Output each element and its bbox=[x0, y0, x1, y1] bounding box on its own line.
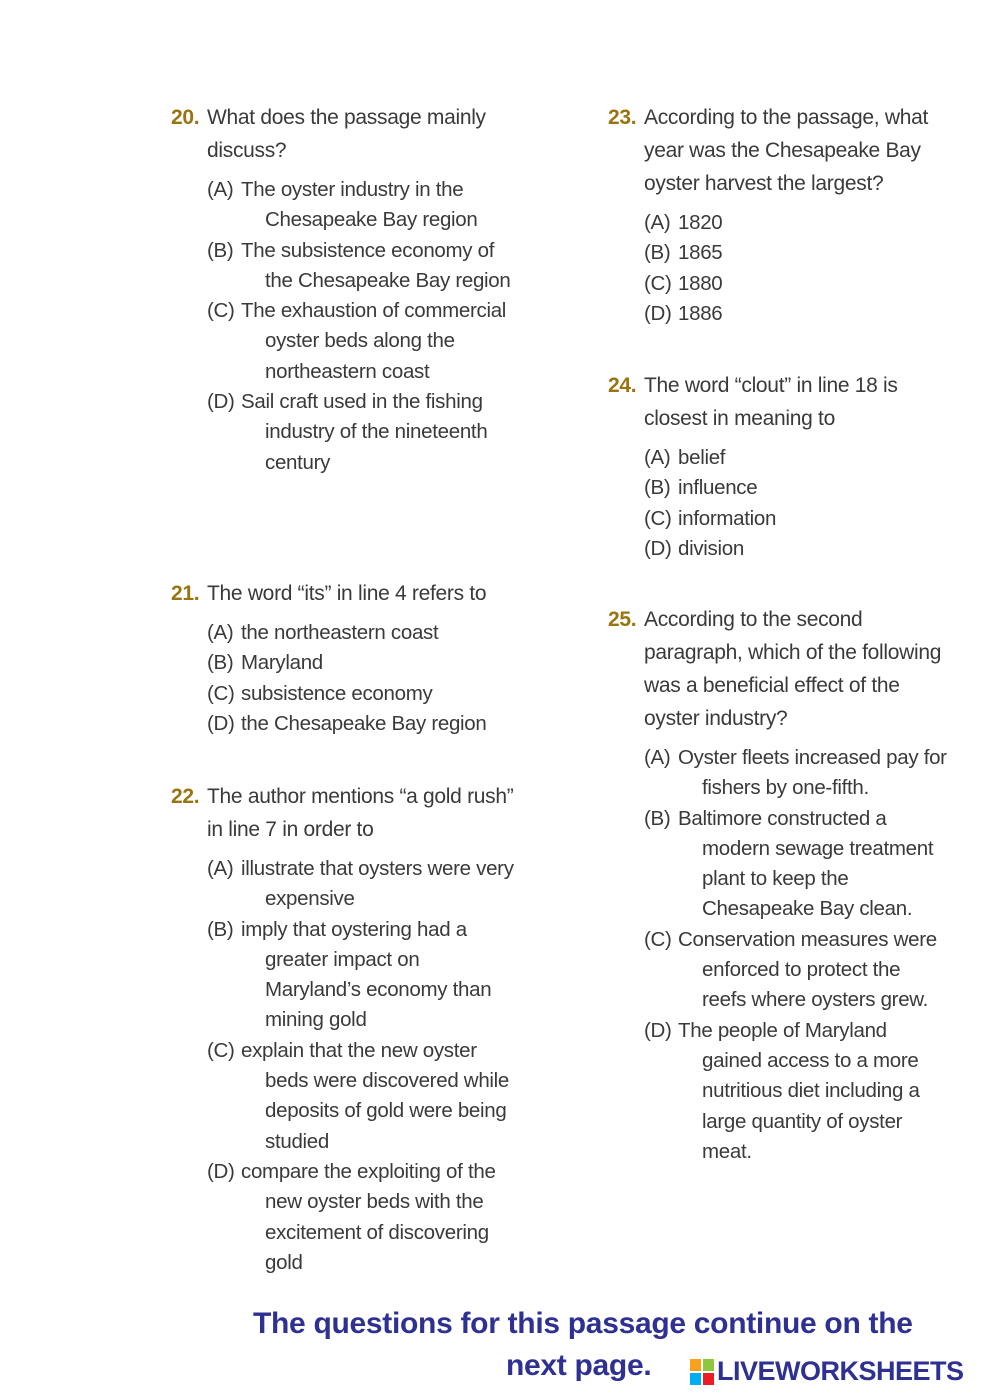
option-text: 1865 bbox=[678, 241, 723, 265]
option-text: imply that oystering had a greater impact on Maryland’s economy than mining gold bbox=[241, 917, 492, 1032]
answer-options bbox=[608, 208, 948, 329]
logo-square bbox=[703, 1359, 714, 1371]
answer-option-c[interactable] bbox=[207, 296, 516, 387]
question-20 bbox=[171, 101, 516, 478]
question-prompt bbox=[171, 577, 516, 610]
option-text: compare the exploiting of the new oyster beds with the excitement of discovering gold bbox=[241, 1159, 496, 1274]
answer-option-c[interactable] bbox=[207, 1036, 516, 1157]
answer-option-c[interactable] bbox=[644, 504, 948, 534]
answer-option-b[interactable] bbox=[644, 238, 948, 268]
question-number: 23. bbox=[608, 106, 637, 129]
question-prompt bbox=[608, 369, 948, 435]
logo-square bbox=[703, 1373, 714, 1385]
option-letter: (B) bbox=[644, 806, 671, 830]
answer-option-c[interactable] bbox=[644, 925, 948, 1016]
option-letter: (C) bbox=[207, 299, 235, 323]
question-number: 20. bbox=[171, 106, 200, 129]
option-letter: (C) bbox=[207, 681, 235, 705]
footer-next-page: next page. bbox=[506, 1349, 652, 1382]
logo-square bbox=[690, 1359, 701, 1371]
answer-option-c[interactable] bbox=[207, 679, 516, 709]
option-letter: (A) bbox=[644, 211, 671, 234]
question-prompt bbox=[608, 603, 948, 735]
option-text: The subsistence economy of the Chesapeake Bay region bbox=[241, 238, 511, 292]
question-text: According to the passage, what year was the Chesapeake Bay oyster harvest the largest? bbox=[644, 106, 929, 195]
question-prompt bbox=[171, 101, 516, 167]
answer-option-a[interactable] bbox=[207, 175, 516, 236]
answer-option-d[interactable] bbox=[207, 1157, 516, 1278]
option-letter: (D) bbox=[207, 390, 235, 414]
answer-option-b[interactable] bbox=[207, 915, 516, 1036]
option-letter: (C) bbox=[207, 1038, 235, 1062]
option-letter: (D) bbox=[644, 1018, 672, 1042]
option-letter: (D) bbox=[207, 711, 235, 735]
question-number: 25. bbox=[608, 608, 637, 631]
answer-option-d[interactable] bbox=[644, 299, 948, 329]
question-24 bbox=[608, 369, 948, 564]
answer-options bbox=[608, 443, 948, 564]
option-letter: (A) bbox=[207, 621, 234, 644]
option-letter: (B) bbox=[644, 241, 671, 265]
answer-option-a[interactable] bbox=[207, 854, 516, 915]
question-text: The author mentions “a gold rush” in line 7 in order to bbox=[207, 785, 514, 841]
option-letter: (B) bbox=[644, 476, 671, 500]
question-prompt bbox=[171, 780, 516, 846]
option-text: information bbox=[678, 506, 777, 530]
option-text: explain that the new oyster beds were discovered while deposits of gold were being studied bbox=[241, 1038, 510, 1153]
question-number: 24. bbox=[608, 374, 637, 397]
option-letter: (A) bbox=[207, 857, 234, 880]
option-text: 1880 bbox=[678, 271, 723, 295]
liveworksheets-logo-icon bbox=[690, 1359, 714, 1385]
question-text: According to the second paragraph, which of the following was a beneficial effect of the oyster industry? bbox=[644, 608, 942, 730]
answer-option-d[interactable] bbox=[644, 534, 948, 564]
option-letter: (C) bbox=[644, 271, 672, 295]
option-text: influence bbox=[678, 476, 758, 500]
question-23 bbox=[608, 101, 948, 329]
answer-options bbox=[171, 618, 516, 739]
logo-square bbox=[690, 1373, 701, 1385]
answer-option-a[interactable] bbox=[644, 208, 948, 238]
option-text: Oyster fleets increased pay for fishers by one-fifth. bbox=[678, 746, 947, 800]
question-text: What does the passage mainly discuss? bbox=[207, 106, 486, 162]
option-text: Maryland bbox=[241, 651, 323, 675]
answer-option-b[interactable] bbox=[207, 648, 516, 678]
option-letter: (A) bbox=[207, 178, 234, 201]
answer-option-a[interactable] bbox=[207, 618, 516, 648]
option-text: 1820 bbox=[678, 211, 723, 234]
option-text: subsistence economy bbox=[241, 681, 433, 705]
option-letter: (C) bbox=[644, 506, 672, 530]
option-text: The exhaustion of commercial oyster beds along the northeastern coast bbox=[241, 299, 507, 383]
option-text: Baltimore constructed a modern sewage treatment plant to keep the Chesapeake Bay clean. bbox=[678, 806, 934, 921]
option-text: division bbox=[678, 536, 744, 560]
question-text: The word “its” in line 4 refers to bbox=[207, 582, 487, 605]
option-text: The oyster industry in the Chesapeake Bay region bbox=[241, 178, 478, 232]
answer-option-d[interactable] bbox=[644, 1016, 948, 1167]
answer-option-a[interactable] bbox=[644, 443, 948, 473]
answer-option-d[interactable] bbox=[207, 709, 516, 739]
question-prompt bbox=[608, 101, 948, 200]
answer-option-b[interactable] bbox=[644, 473, 948, 503]
option-letter: (B) bbox=[207, 238, 234, 262]
footer-continue-note: The questions for this passage continue on the bbox=[253, 1307, 913, 1340]
answer-options bbox=[171, 854, 516, 1278]
option-text: the northeastern coast bbox=[241, 621, 439, 644]
logo-text: LIVEWORKSHEETS bbox=[717, 1356, 964, 1386]
question-25 bbox=[608, 603, 948, 1167]
option-text: illustrate that oysters were very expensive bbox=[241, 857, 514, 911]
option-letter: (B) bbox=[207, 917, 234, 941]
question-text: The word “clout” in line 18 is closest in meaning to bbox=[644, 374, 898, 430]
option-letter: (D) bbox=[644, 536, 672, 560]
question-22 bbox=[171, 780, 516, 1278]
answer-option-a[interactable] bbox=[644, 743, 948, 804]
liveworksheets-logo bbox=[690, 1356, 964, 1387]
option-letter: (D) bbox=[644, 301, 672, 325]
option-letter: (A) bbox=[644, 746, 671, 769]
option-letter: (A) bbox=[644, 446, 671, 469]
question-number: 21. bbox=[171, 582, 200, 605]
option-text: Conservation measures were enforced to protect the reefs where oysters grew. bbox=[678, 927, 937, 1012]
option-letter: (B) bbox=[207, 651, 234, 675]
option-text: The people of Maryland gained access to a more nutritious diet including a large quantity of oyster meat. bbox=[678, 1018, 920, 1163]
option-text: 1886 bbox=[678, 301, 723, 325]
option-text: the Chesapeake Bay region bbox=[241, 711, 487, 735]
answer-options bbox=[608, 743, 948, 1167]
answer-options bbox=[171, 175, 516, 478]
option-letter: (C) bbox=[644, 927, 672, 951]
question-number: 22. bbox=[171, 785, 200, 808]
option-letter: (D) bbox=[207, 1159, 235, 1183]
answer-option-c[interactable] bbox=[644, 269, 948, 299]
option-text: Sail craft used in the fishing industry of the nineteenth century bbox=[241, 390, 488, 474]
answer-option-b[interactable] bbox=[207, 236, 516, 297]
answer-option-b[interactable] bbox=[644, 804, 948, 925]
question-21 bbox=[171, 577, 516, 739]
option-text: belief bbox=[678, 446, 726, 469]
answer-option-d[interactable] bbox=[207, 387, 516, 478]
